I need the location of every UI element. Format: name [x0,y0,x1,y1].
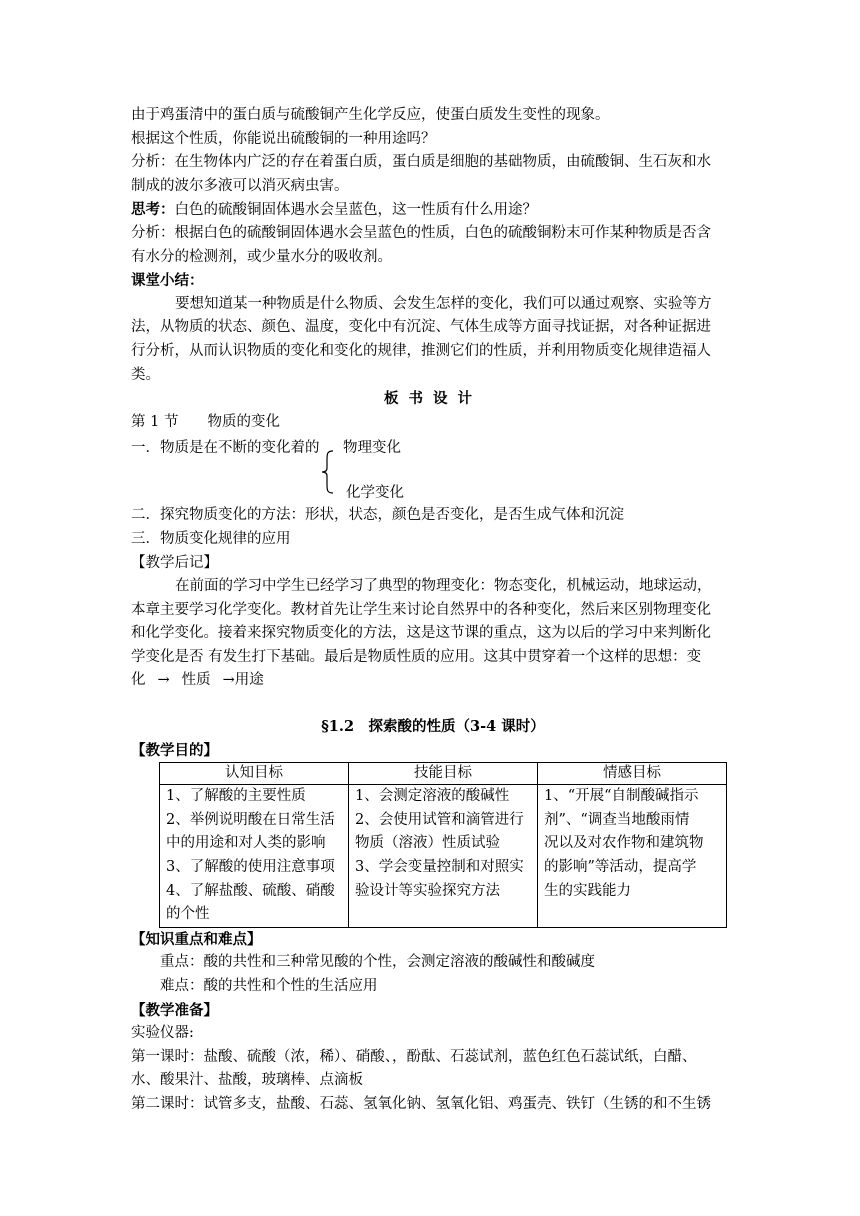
table-header: 情感目标 [538,763,727,785]
board-item-1-label: 一．物质是在不断的变化着的 [131,440,320,457]
cell-line: 2、举例说明酸在日常生活 [166,811,335,828]
postscript-line: 学变化是否 有发生打下基础。最后是物质性质的应用。这其中贯穿着一个这样的思想：变 [131,648,702,665]
summary-line: 类。 [131,366,160,383]
preparation-heading: 【教学准备】 [131,1001,218,1019]
preparation-lesson-2: 第二课时：试管多支，盐酸、石蕊、氢氧化钠、氢氧化铝、鸡蛋壳、铁钉（生锈的和不生锈 [131,1095,711,1112]
curly-brace-icon [321,450,335,494]
cell-line: 1、了解酸的主要性质 [166,788,306,805]
cell-line: 的个性 [166,906,210,923]
text-line: 根据这个性质，你能说出硫酸铜的一种用途吗？ [131,130,436,147]
postscript-line: 本章主要学习化学变化。教材首先让学生来讨论自然界中的各种变化，然后来区别物理变化 [131,601,711,618]
table-row [160,785,727,928]
cell-line: 的影响”等活动，提高学 [544,859,697,876]
postscript-line: 在前面的学习中学生已经学习了典型的物理变化：物态变化，机械运动，地球运动， [175,578,712,595]
text-line: 分析：在生物体内广泛的存在着蛋白质，蛋白质是细胞的基础物质，由硫酸铜、生石灰和水 [131,154,711,171]
section-title: §1.2 探索酸的性质（3-4 课时） [321,718,545,736]
document-page [131,104,735,1117]
postscript-heading: 【教学后记】 [131,554,218,571]
cell-line: 中的用途和对人类的影响 [166,835,326,852]
table-header: 认知目标 [160,763,349,785]
board-section: 第 1 节 物质的变化 [131,413,280,430]
table-header-row [160,763,727,785]
cell-line: 1、“开展“自制酸碱指示 [544,788,699,805]
key-point-focus: 重点：酸的共性和三种常见酸的个性，会测定溶液的酸碱性和酸碱度 [160,954,595,971]
think-line [131,198,735,222]
cell-line: 验设计等实验探究方法 [355,882,500,899]
key-points-heading: 【知识重点和难点】 [131,930,262,948]
board-item-1 [131,434,735,504]
arrow-icon: → [157,672,170,689]
table-cell-affective [538,785,727,928]
board-title: 板书设计 [384,390,482,408]
summary-line: 要想知道某一种物质是什么物质、会发生怎样的变化，我们可以通过观察、实验等方 [175,295,712,312]
cell-line: 3、了解酸的使用注意事项 [166,859,335,876]
cell-line: 4、了解盐酸、硫酸、硝酸 [166,882,335,899]
board-option-chemical: 化学变化 [346,485,404,502]
cell-line: 物质（溶液）性质试验 [355,835,500,852]
preparation-lesson-1-cont: 水、酸果汁、盐酸，玻璃棒、点滴板 [131,1072,363,1089]
think-text: 白色的硫酸铜固体遇水会呈蓝色，这一性质有什么用途？ [174,202,537,219]
text-line: 分析：根据白色的硫酸铜固体遇水会呈蓝色的性质，白色的硫酸铜粉末可作某种物质是否含 [131,224,711,241]
postscript-line: 和化学变化。接着来探究物质变化的方法，这是这节课的重点，这为以后的学习中来判断化 [131,625,711,642]
preparation-lesson-1: 第一课时：盐酸、硫酸（浓，稀）、硝酸、，酚酞、石蕊试剂，蓝色红色石蕊试纸，白醋、 [131,1048,697,1065]
table-header: 技能目标 [349,763,538,785]
preparation-instruments: 实验仪器: [131,1025,194,1042]
postscript-last-line [131,669,735,693]
postscript-word: 化 [131,672,146,689]
cell-line: 剂”、“调查当地酸雨情 [544,811,690,828]
cell-line: 2、会使用试管和滴管进行 [355,811,524,828]
table-cell-cognitive [160,785,349,928]
summary-heading: 课堂小结： [131,272,204,290]
text-line: 由于鸡蛋清中的蛋白质与硫酸铜产生化学反应，使蛋白质发生变性的现象。 [131,107,610,123]
summary-line: 行分析，从而认识物质的变化和变化的规律，推测它们的性质，并利用物质变化规律造福人 [131,342,711,359]
postscript-word: 性质 [181,672,211,689]
cell-line: 况以及对农作物和建筑物 [544,835,704,852]
table-cell-skills [349,785,538,928]
cell-line: 1、会测定溶液的酸碱性 [355,788,510,805]
objectives-table [159,762,727,928]
board-item-3: 三．物质变化规律的应用 [131,530,291,547]
board-item-2: 二．探究物质变化的方法：形状，状态，颜色是否变化，是否生成气体和沉淀 [131,507,624,524]
arrow-icon: →用途 [222,672,264,689]
key-point-difficulty: 难点：酸的共性和个性的生活应用 [160,978,378,994]
objectives-heading: 【教学目的】 [131,741,218,759]
cell-line: 3、学会变量控制和对照实 [355,859,524,876]
summary-line: 法，从物质的状态、颜色、温度，变化中有沉淀、气体生成等方面寻找证据，对各种证据进 [131,319,711,336]
think-label: 思考： [131,201,175,219]
board-option-physical: 物理变化 [343,440,401,457]
text-line: 制成的波尔多液可以消灭病虫害。 [131,177,349,194]
text-line: 有水分的检测剂，或少量水分的吸收剂。 [131,248,392,265]
cell-line: 生的实践能力 [544,882,631,899]
